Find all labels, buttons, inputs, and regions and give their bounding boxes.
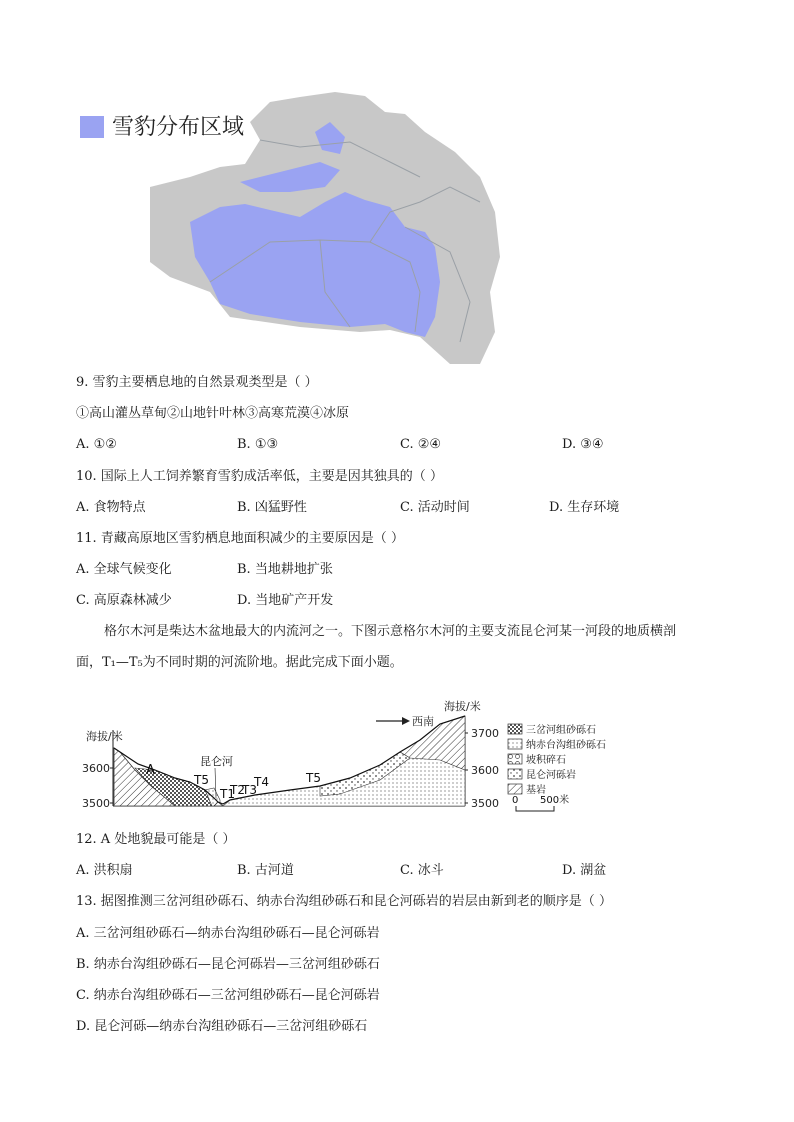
map-legend-swatch xyxy=(80,116,104,138)
right-tick-3600: 3600 xyxy=(471,764,499,777)
passage-line-2: 面，T₁—T₅为不同时期的河流阶地。据此完成下面小题。 xyxy=(76,655,403,670)
profile-svg xyxy=(80,690,640,820)
profile-legend xyxy=(508,723,606,796)
q9-option-b[interactable]: B. ①③ xyxy=(237,437,279,452)
q9-option-d[interactable]: D. ③④ xyxy=(562,437,604,452)
legend-colluvium: 坡积碎石 xyxy=(526,755,566,766)
scale-500m: 500米 xyxy=(540,795,570,806)
right-tick-3700: 3700 xyxy=(471,727,499,740)
map-legend-label: 雪豹分布区域 xyxy=(112,115,245,140)
q10-stem: 10. 国际上人工饲养繁育雪豹成活率低，主要是因其独具的（ ） xyxy=(76,469,443,484)
q11-option-c[interactable]: C. 高原森林减少 xyxy=(76,593,172,608)
q9-items: ①高山灌丛草甸②山地针叶林③高寒荒漠④冰原 xyxy=(76,406,350,421)
scale-zero: 0 xyxy=(512,795,519,806)
q13-option-a[interactable]: A. 三岔河组砂砾石—纳赤台沟组砂砾石—昆仑河砾岩 xyxy=(76,926,380,941)
q11-stem: 11. 青藏高原地区雪豹栖息地面积减少的主要原因是（ ） xyxy=(76,531,404,546)
q9-option-c[interactable]: C. ②④ xyxy=(400,437,442,452)
terrace-T3: T3 xyxy=(242,783,257,797)
right-tick-3500: 3500 xyxy=(471,797,499,810)
q12-option-c[interactable]: C. 冰斗 xyxy=(400,863,444,878)
q10-option-c[interactable]: C. 活动时间 xyxy=(400,500,470,515)
river-label: 昆仑河 xyxy=(200,755,233,768)
passage-line-1: 格尔木河是柴达木盆地最大的内流河之一。下图示意格尔木河的主要支流昆仑河某一河段的地质横剖 xyxy=(104,624,677,639)
terrace-T2: T2 xyxy=(230,783,245,797)
terrace-T5-left: T5 xyxy=(194,773,209,787)
label-A: A xyxy=(146,763,155,778)
q13-option-c[interactable]: C. 纳赤台沟组砂砾石—三岔河组砂砾石—昆仑河砾岩 xyxy=(76,988,380,1003)
right-axis-title: 海拔/米 xyxy=(444,700,481,713)
q10-option-b[interactable]: B. 凶猛野性 xyxy=(237,500,307,515)
left-tick-3500: 3500 xyxy=(82,797,110,810)
terrace-T1: T1 xyxy=(220,787,235,801)
direction-label: 西南 xyxy=(412,715,434,728)
q9-stem: 9. 雪豹主要栖息地的自然景观类型是（ ） xyxy=(76,375,318,390)
terrace-T4: T4 xyxy=(254,775,269,789)
q10-option-d[interactable]: D. 生存环境 xyxy=(549,500,620,515)
q11-option-a[interactable]: A. 全球气候变化 xyxy=(76,562,172,577)
left-tick-3600: 3600 xyxy=(82,762,110,775)
q10-option-a[interactable]: A. 食物特点 xyxy=(76,500,146,515)
q13-option-b[interactable]: B. 纳赤台沟组砂砾石—昆仑河砾岩—三岔河组砂砾石 xyxy=(76,957,380,972)
legend-sanchahe: 三岔河组砂砾石 xyxy=(526,725,596,736)
q12-option-d[interactable]: D. 湖盆 xyxy=(562,863,607,878)
q12-option-a[interactable]: A. 洪积扇 xyxy=(76,863,133,878)
legend-bedrock: 基岩 xyxy=(526,785,546,796)
legend-nachitaigou: 纳赤台沟组砂砾石 xyxy=(526,740,606,751)
q12-stem: 12. A 处地貌最可能是（ ） xyxy=(76,832,236,847)
q11-option-b[interactable]: B. 当地耕地扩张 xyxy=(237,562,333,577)
q11-option-d[interactable]: D. 当地矿产开发 xyxy=(237,593,334,608)
scale-bar xyxy=(512,793,569,811)
terrace-T5-right: T5 xyxy=(306,771,321,785)
q9-option-a[interactable]: A. ①② xyxy=(76,437,117,452)
geologic-profile xyxy=(80,690,640,820)
q13-stem: 13. 据图推测三岔河组砂砾石、纳赤台沟组砂砾石和昆仑河砾岩的岩层由新到老的顺序是（ ） xyxy=(76,894,612,909)
q13-option-d[interactable]: D. 昆仑河砾—纳赤台沟组砂砾石—三岔河组砂砾石 xyxy=(76,1019,368,1034)
legend-kunlunhe: 昆仑河砾岩 xyxy=(526,770,576,781)
q12-option-b[interactable]: B. 古河道 xyxy=(237,863,294,878)
left-axis-title: 海拔/米 xyxy=(86,730,123,743)
